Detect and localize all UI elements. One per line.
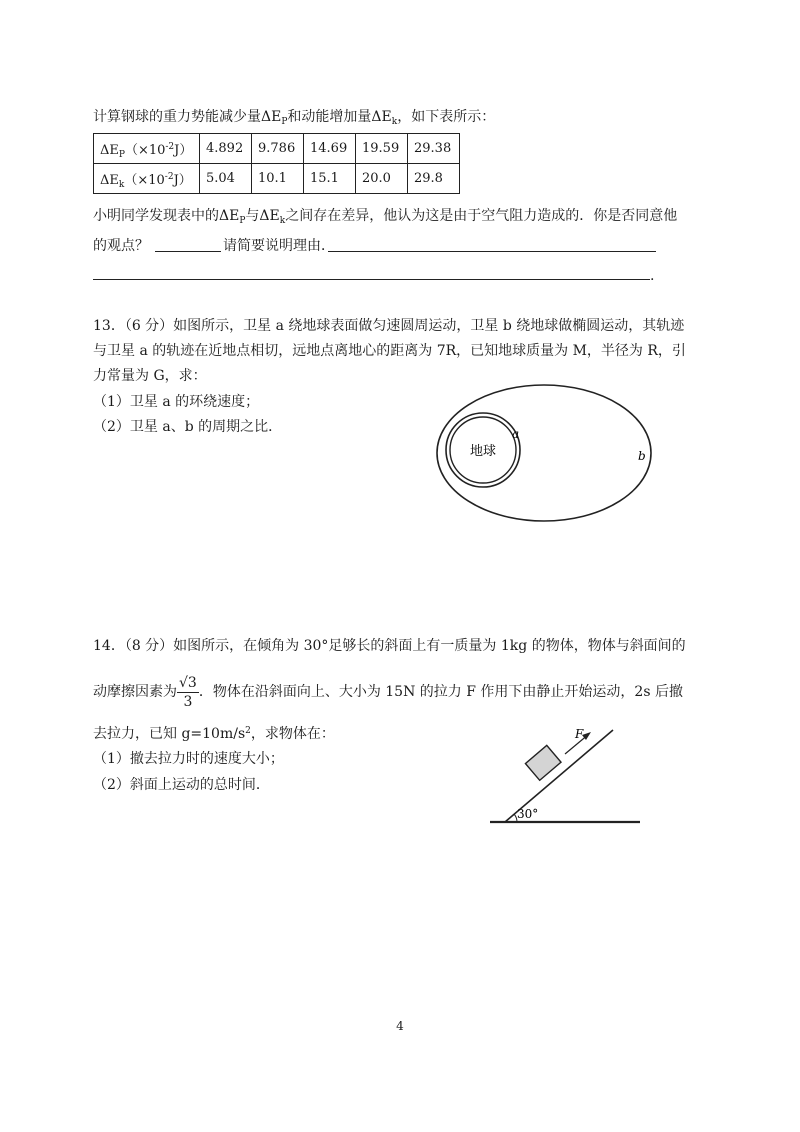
para12-text-a: 的观点？	[93, 238, 149, 254]
satellite-b-label: b	[638, 449, 646, 463]
q14-sub1: （1）撤去拉力时的速度大小；	[93, 751, 284, 767]
q13-line2: 与卫星 a 的轨迹在近地点相切，远地点离地心的距离为 7R，已知地球质量为 M，半径为 R，引	[93, 343, 686, 359]
friction-fraction: $\frac{√3}{3}$	[179, 674, 197, 710]
para12-line2	[93, 236, 149, 256]
intro-line	[93, 107, 495, 129]
table-cell: 20.0	[356, 164, 408, 194]
table-cell: 14.69	[304, 134, 356, 164]
earth-label: 地球	[469, 444, 497, 459]
block	[525, 745, 561, 780]
table-row-ek	[94, 164, 460, 194]
answer-blank-short[interactable]	[155, 251, 221, 252]
table-row-ep	[94, 134, 460, 164]
table-cell: 19.59	[356, 134, 408, 164]
force-label: F	[575, 727, 584, 741]
ep-subscript: P	[281, 117, 288, 127]
table-cell: 29.38	[408, 134, 460, 164]
para12-text-b: 请简要说明理由．	[223, 238, 335, 254]
table-cell: 29.8	[408, 164, 460, 194]
para12-end-dot: .	[650, 268, 655, 284]
q14-line3: 去拉力，已知 $g=10m/s^2$，求物体在：	[93, 726, 335, 742]
para12-line2b	[223, 236, 335, 256]
intro-text-1: 计算钢球的重力势能减少量	[93, 109, 261, 125]
page-number: 4	[396, 1019, 404, 1033]
ek-subscript: k	[391, 117, 398, 127]
table-cell: 15.1	[304, 164, 356, 194]
ek-symbol: ΔE	[371, 109, 392, 125]
satellite-a-label: a	[512, 427, 520, 441]
q14-sub2: （2）斜面上运动的总时间．	[93, 777, 270, 793]
incline-figure	[485, 722, 645, 828]
table-cell: 4.892	[200, 134, 252, 164]
q13-line3: 力常量为 G，求：	[93, 368, 207, 384]
table-cell: 10.1	[252, 164, 304, 194]
angle-label: 30°	[517, 807, 539, 821]
q14-line1: 14．（8 分）如图所示，在倾角为 30°足够长的斜面上有一质量为 1kg 的物体，物体与斜面间的	[93, 638, 686, 654]
intro-text-2: 和动能增加量	[287, 109, 372, 125]
answer-blank-reason-1[interactable]	[328, 251, 656, 252]
row-header-ep: $\Delta E_P(\times 10^{-2}J)$	[94, 134, 200, 164]
q13-line1: 13．（6 分）如图所示，卫星 a 绕地球表面做匀速圆周运动，卫星 b 绕地球做椭圆运动，其轨迹	[93, 318, 685, 334]
para12-line1: 小明同学发现表中的$\Delta E_P$与$\Delta E_k$之间存在差异，他认为这是由于空气阻力造成的．你是否同意他	[93, 208, 678, 226]
orbit-figure	[430, 378, 670, 528]
ep-symbol: ΔE	[261, 109, 282, 125]
energy-table	[93, 133, 460, 194]
row-header-ek: $\Delta E_k(\times 10^{-2}J)$	[94, 164, 200, 194]
q14-line2: 动摩擦因素为 $\frac{√3}{3}$ ．物体在沿斜面向上、大小为 15N 的拉力 F 作用下由静止开始运动，2s 后撤	[93, 674, 683, 710]
q13-sub1: （1）卫星 a 的环绕速度；	[93, 394, 260, 410]
table-cell: 5.04	[200, 164, 252, 194]
intro-text-3: ，如下表所示：	[397, 109, 496, 125]
table-cell: 9.786	[252, 134, 304, 164]
answer-blank-reason-2[interactable]	[93, 279, 650, 280]
q13-sub2: （2）卫星 a、b 的周期之比．	[93, 419, 283, 435]
